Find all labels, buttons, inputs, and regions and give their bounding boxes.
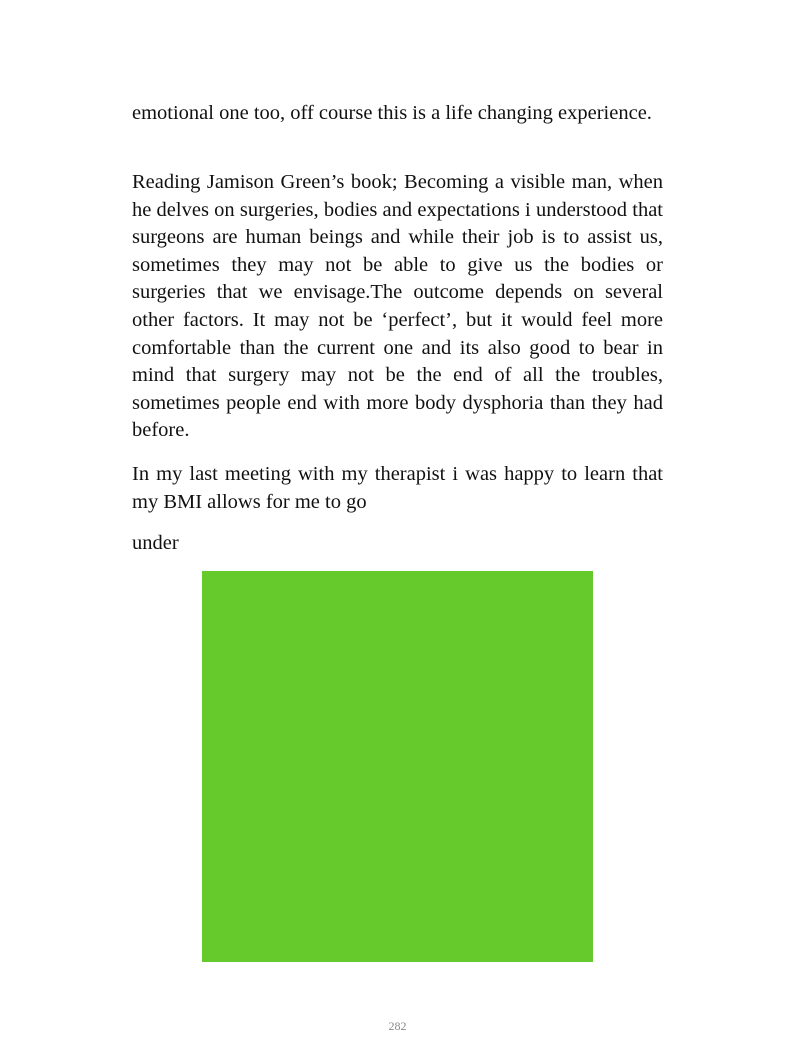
paragraph-4: under (132, 532, 179, 554)
green-square-figure (202, 571, 593, 962)
paragraph-3: In my last meeting with my therapist i was happy to learn that my BMI allows for me to go (132, 463, 663, 513)
page-number: 282 (388, 1019, 407, 1033)
paragraph-1: emotional one too, off course this is a life changing experience. (132, 102, 652, 124)
paragraph-2: Reading Jamison Green’s book; Becoming a visible man, when he delves on surgeries, bodies and expectations i understood that surgeons are human beings and while their job is to assist us, sometimes they may not be able to give us the bodies or surgeries that we envisage.The outcome depends on several other factors. It may not be ‘perfect’, but it would feel more comfortable than the current one and its also good to bear in mind that surgery may not be the end of all the troubles, sometimes people end with more body dysphoria than they had before. (132, 171, 663, 442)
